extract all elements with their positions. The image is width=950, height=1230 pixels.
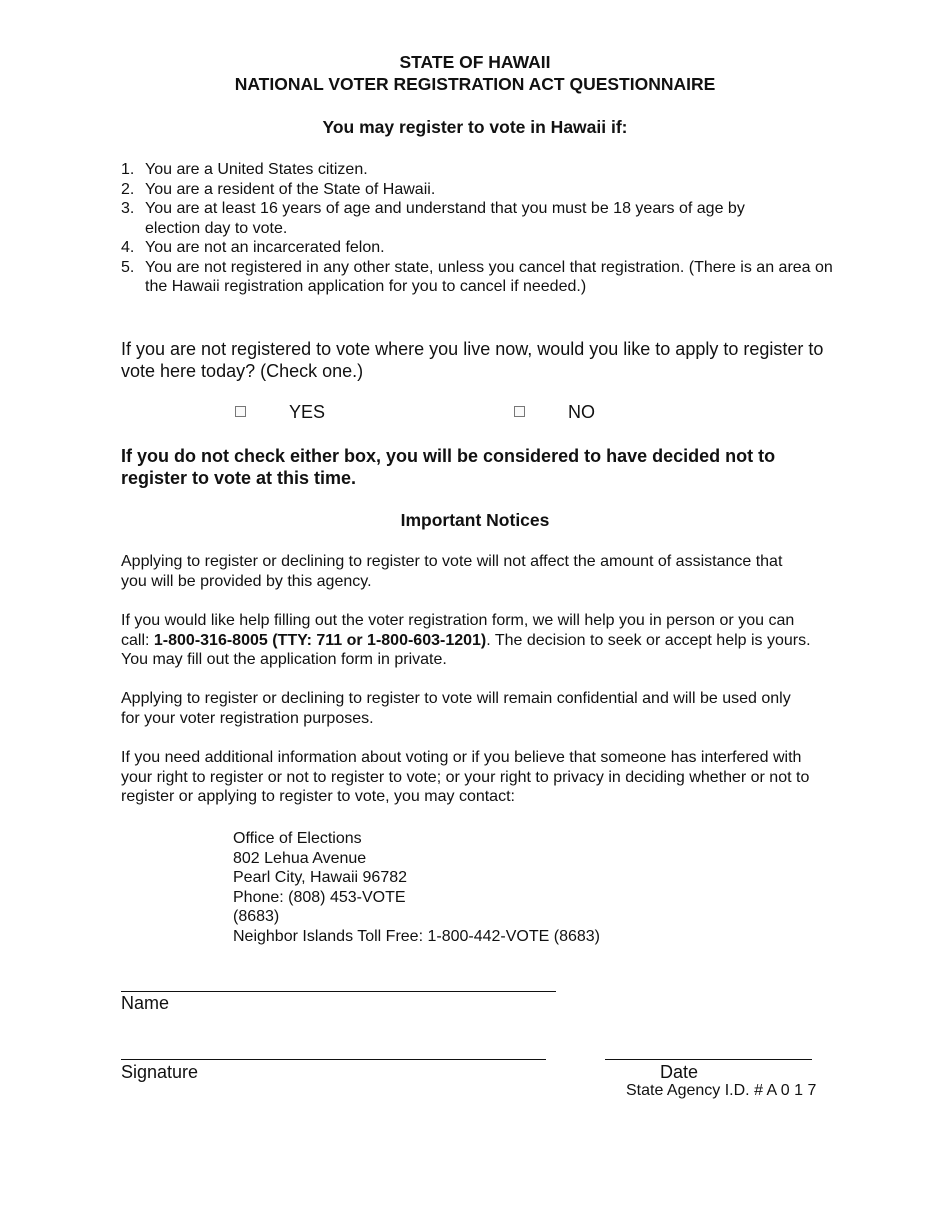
form-title: NATIONAL VOTER REGISTRATION ACT QUESTIONNAIRE [234, 74, 716, 94]
list-item-text: You are at least 16 years of age and understand that you must be 18 years of age by election day to vote. [145, 200, 745, 237]
list-item [121, 180, 841, 200]
list-item-text: You are a United States citizen. [145, 161, 368, 178]
list-item-number: 1. [121, 161, 135, 178]
contact-office: Office of Elections [233, 830, 362, 847]
notice-confidential: Applying to register or declining to register to vote will remain confidential and will be used only for your voter registration purposes. [121, 690, 791, 727]
contact-street: 802 Lehua Avenue [233, 849, 367, 867]
registration-question: If you are not registered to vote where you live now, would you like to apply to register to vote here today? (Check one.) [121, 339, 824, 381]
contact-phone-digits: (8683) [233, 908, 280, 926]
list-item [121, 238, 841, 258]
signature-label: Signature [121, 1062, 199, 1082]
list-item-number: 4. [121, 239, 135, 256]
agency-id: State Agency I.D. # A 0 1 7 [626, 1082, 817, 1099]
contact-toll-free: Neighbor Islands Toll Free: 1-800-442-VOTE (8683) [233, 927, 600, 945]
list-item [121, 199, 841, 238]
notice-help-text-end: . The decision to seek or accept help is yours. You may fill out the application form in private. [121, 631, 811, 668]
contact-phone: Phone: (808) 453-VOTE [233, 888, 406, 906]
notices-heading: Important Notices [400, 510, 550, 530]
signature-line[interactable] [121, 1059, 546, 1060]
list-item-number: 2. [121, 180, 135, 198]
list-item-number: 5. [121, 258, 135, 276]
form-title-state: STATE OF HAWAII [399, 52, 551, 72]
date-label: Date [660, 1062, 699, 1082]
name-label: Name [121, 993, 170, 1013]
date-line[interactable] [605, 1059, 812, 1060]
list-item-text: You are a resident of the State of Hawaii. [145, 180, 436, 198]
eligibility-list [121, 160, 841, 297]
no-checkbox[interactable] [514, 406, 525, 417]
list-item-text: You are not registered in any other state, unless you cancel that registration. (There is an area on the Hawaii registration application for you to cancel if needed.) [145, 258, 833, 295]
notice-help [121, 611, 821, 670]
no-selection-warning: If you do not check either box, you will be considered to have decided not to register to vote at this time. [121, 446, 776, 488]
eligibility-heading: You may register to vote in Hawaii if: [322, 117, 628, 137]
notice-contact: If you need additional information about voting or if you believe that someone has interfered with your right to register or not to register to vote; or your right to privacy in deciding whether or not to register or applying to register to vote, you may contact: [121, 749, 810, 805]
notice-assistance: Applying to register or declining to register to vote will not affect the amount of assistance that you will be provided by this agency. [121, 553, 783, 590]
help-phone-number: 1-800-316-8005 (TTY: 711 or 1-800-603-1201) [153, 631, 487, 649]
list-item [121, 258, 841, 297]
notice-help-text: If you would like help filling out the voter registration form, we will help you in person or you can call: [121, 612, 795, 649]
list-item-text: You are not an incarcerated felon. [145, 239, 385, 256]
list-item-number: 3. [121, 200, 135, 217]
yes-checkbox[interactable] [235, 406, 246, 417]
yes-label: YES [289, 402, 326, 422]
list-item [121, 160, 841, 180]
contact-address [233, 829, 600, 947]
contact-city: Pearl City, Hawaii 96782 [233, 869, 408, 887]
no-label: NO [568, 402, 595, 422]
name-line[interactable] [121, 991, 556, 992]
